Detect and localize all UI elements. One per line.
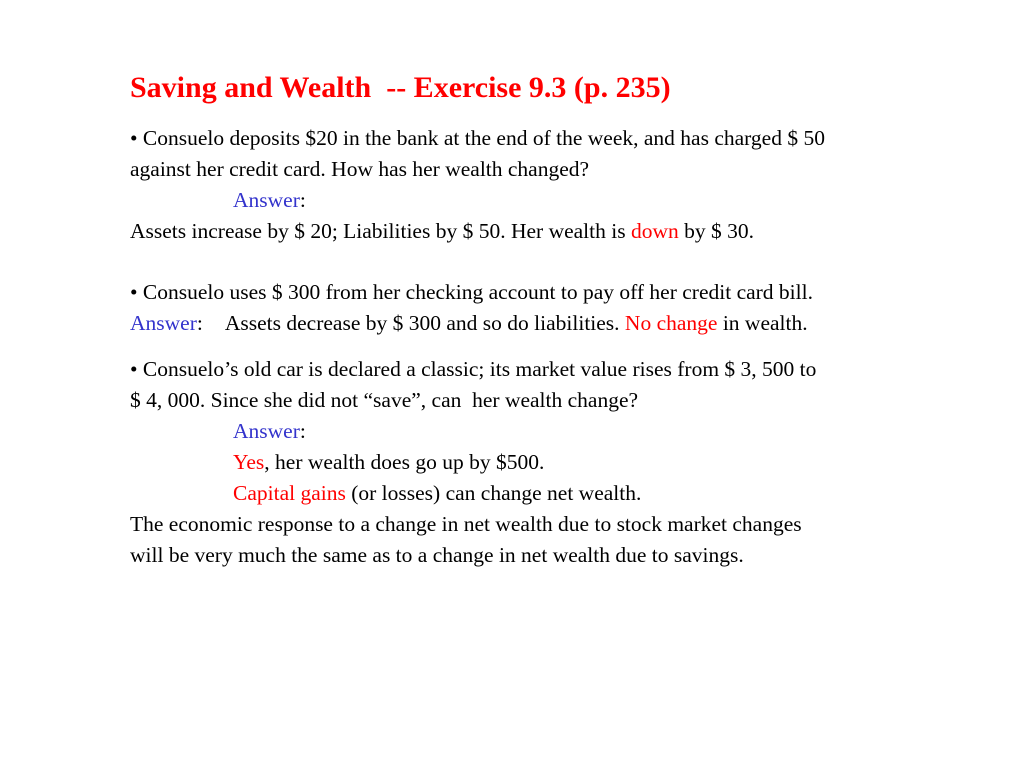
q3-capital-suffix: (or losses) can change net wealth.	[345, 481, 642, 505]
q3-yes-row	[130, 447, 980, 478]
q3-answer-label: Answer	[233, 419, 300, 443]
q3-line-2: $ 4, 000. Since she did not “save”, can her wealth change?	[130, 388, 639, 412]
q3-line-1: • Consuelo’s old car is declared a classic; its market value rises from $ 3, 500 to	[130, 357, 817, 381]
q2-answer-row	[130, 308, 980, 339]
q1-result-suffix: by $ 30.	[678, 219, 754, 243]
q1-result	[130, 216, 980, 247]
q3-capital-row	[130, 478, 980, 509]
q3-answer-row	[130, 416, 980, 447]
q3-yes-suffix: , her wealth does go up by $500.	[264, 450, 545, 474]
slide-title: Saving and Wealth -- Exercise 9.3 (p. 235)	[130, 71, 671, 104]
q3-answer-colon: :	[299, 419, 306, 443]
q3-conclusion-line-1: The economic response to a change in net wealth due to stock market changes	[130, 512, 802, 536]
q1-result-prefix: Assets increase by $ 20; Liabilities by $ 50. Her wealth is	[130, 219, 631, 243]
q2-answer-highlight: No change	[624, 311, 718, 335]
q2-answer-colon: :	[196, 311, 203, 335]
q2-line-1: • Consuelo uses $ 300 from her checking account to pay off her credit card bill.	[130, 280, 813, 304]
slide-body	[130, 123, 980, 571]
q2-answer-text: Assets decrease by $ 300 and so do liabilities.	[224, 311, 625, 335]
spacer	[130, 339, 980, 354]
q2-answer-suffix: in wealth.	[717, 311, 808, 335]
q1-answer-colon: :	[299, 188, 306, 212]
q1-result-highlight: down	[630, 219, 679, 243]
q1-line-1: • Consuelo deposits $20 in the bank at the end of the week, and has charged $ 50	[130, 126, 825, 150]
q1-line-2: against her credit card. How has her wealth changed?	[130, 157, 590, 181]
q3-capital-highlight: Capital gains	[233, 481, 346, 505]
q2-answer-label: Answer	[130, 311, 197, 335]
q1-answer-row	[130, 185, 980, 216]
q3-conclusion-line-2: will be very much the same as to a change in net wealth due to savings.	[130, 543, 744, 567]
q1-answer-label: Answer	[233, 188, 300, 212]
spacer	[130, 247, 980, 277]
q3-yes-highlight: Yes	[233, 450, 265, 474]
